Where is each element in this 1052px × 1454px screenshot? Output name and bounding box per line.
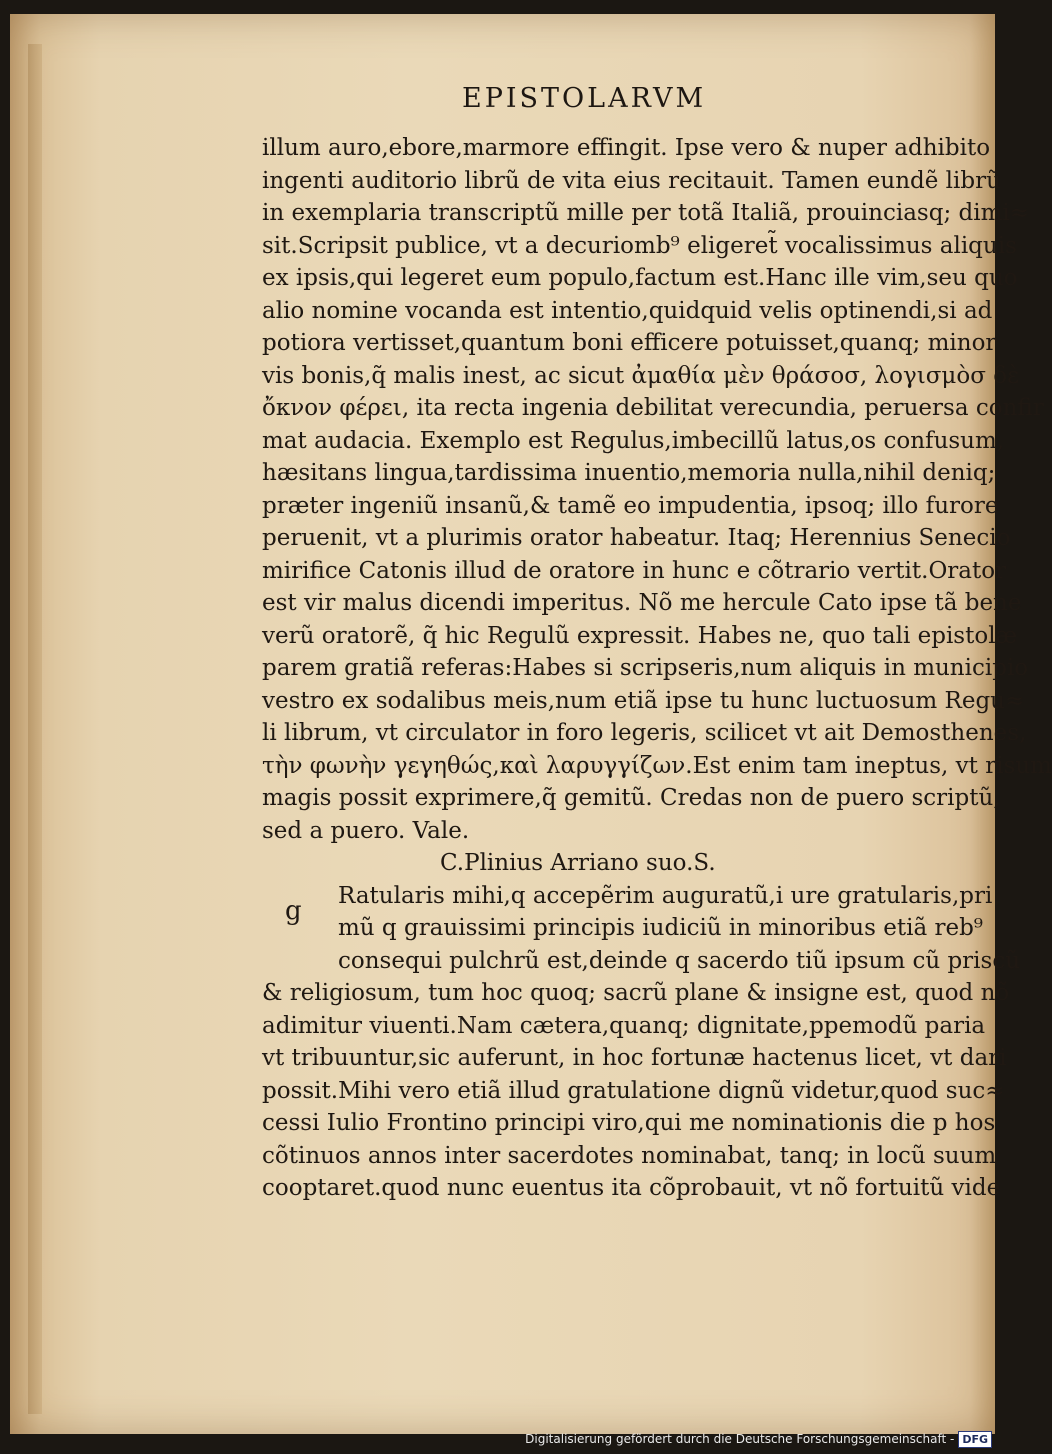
text-line: consequi pulchrũ est,deinde q sacerdo tiũ ipsum cũ priscũ — [338, 947, 1021, 974]
text-line: Ratularis mihi,q accepẽrim auguratũ,i ure gratularis,pri — [338, 882, 993, 909]
footer-credit: Digitalisierung gefördert durch die Deutsche Forschungsgemeinschaft - — [525, 1432, 955, 1446]
text-line: ingenti auditorio librũ de vita eius recitauit. Tamen eundẽ librũ — [262, 167, 1001, 194]
text-line: alio nomine vocanda est intentio,quidquid velis optinendi,si ad — [262, 297, 993, 324]
text-line: li librum, vt circulator in foro legeris, scilicet vt ait Demosthenes, — [262, 720, 1027, 746]
text-line: cessi Iulio Frontino principi viro,qui me nominationis die p hos — [262, 1110, 996, 1136]
text-line: cõtinuos annos inter sacerdotes nominabat, tanq; in locũ suum — [262, 1142, 997, 1169]
running-header: EPISTOLARVM — [462, 83, 707, 114]
letter-heading: C.Plinius Arriano suo.S. — [440, 850, 716, 876]
text-line: ex ipsis,qui legeret eum populo,factum est.Hanc ille vim,seu quo — [262, 265, 1018, 291]
text-line: mirifice Catonis illud de oratore in hunc e cõtrario vertit.Orator — [262, 557, 1007, 584]
text-line: præter ingeniũ insanũ,& tamẽ eo impudentia, ipsoq; illo furore — [262, 492, 999, 519]
text-line: adimitur viuenti.Nam cætera,quanq; dignitate,ppemodũ paria — [262, 1012, 986, 1039]
text-line: vestro ex sodalibus meis,num etiã ipse tu hunc luctuosum Regu≈ — [262, 687, 1025, 714]
text-line: cooptaret.quod nunc euentus ita cõprobauit, vt nõ fortuitũ vide — [262, 1175, 1001, 1201]
page-gutter — [28, 44, 42, 1414]
text-line: τὴν φωνὴν γεγηθώς,καὶ λαρυγγίζων.Est enim tam ineptus, vt risum — [262, 752, 1052, 779]
text-line: est vir malus dicendi imperitus. Nõ me hercule Cato ipse tã bene — [262, 590, 1022, 616]
dfg-logo: DFG — [958, 1431, 992, 1448]
text-line: vt tribuuntur,sic auferunt, in hoc fortunæ hactenus licet, vt dari — [262, 1045, 1007, 1071]
page-text — [262, 132, 1052, 1205]
text-line: peruenit, vt a plurimis orator habeatur. Itaq; Herennius Senecio — [262, 525, 1011, 551]
drop-cap-letter: g — [285, 896, 302, 926]
text-line: vis bonis,q̃ malis inest, ac sicut ἀμαθία μὲν θράσοσ, λογισμὸσ δὲ — [262, 362, 1020, 389]
text-line: sed a puero. Vale. — [262, 817, 470, 844]
text-line: sit.Scripsit publice, vt a decuriomb⁹ eligeret̃ vocalissimus aliquis — [262, 232, 1017, 259]
text-line: verũ oratorẽ, q̃ hic Regulũ expressit. Habes ne, quo tali epistolæ — [262, 622, 1018, 649]
text-line: possit.Mihi vero etiã illud gratulatione dignũ videtur,quod suc≈ — [262, 1077, 1005, 1104]
text-line: & religiosum, tum hoc quoq; sacrũ plane & insigne est, quod nõ — [262, 980, 1010, 1006]
body-text-block — [262, 132, 1052, 847]
text-line: illum auro,ebore,marmore effingit. Ipse vero & nuper adhibito — [262, 135, 991, 161]
text-line: ὄκνον φέρει, ita recta ingenia debilitat verecundia, peruersa confir — [262, 395, 1044, 421]
text-line: potiora vertisset,quantum boni efficere potuisset,quanq; minor — [262, 330, 997, 356]
text-line: in exemplaria transcriptũ mille per totã Italiã, prouinciasq; dimi≈ — [262, 200, 1030, 226]
text-line: mat audacia. Exemplo est Regulus,imbecillũ latus,os confusum, — [262, 427, 1005, 454]
text-line: mũ q grauissimi principis iudiciũ in minoribus etiã reb⁹ — [338, 915, 984, 941]
text-line: magis possit exprimere,q̃ gemitũ. Credas non de puero scriptũ, — [262, 785, 1001, 811]
text-line: parem gratiã referas:Habes si scripseris,num aliquis in municipio — [262, 655, 1029, 681]
text-line: hæsitans lingua,tardissima inuentio,memoria nulla,nihil deniq; — [262, 460, 996, 486]
digitization-footer — [525, 1430, 992, 1448]
letter-text-block — [262, 880, 1021, 1205]
